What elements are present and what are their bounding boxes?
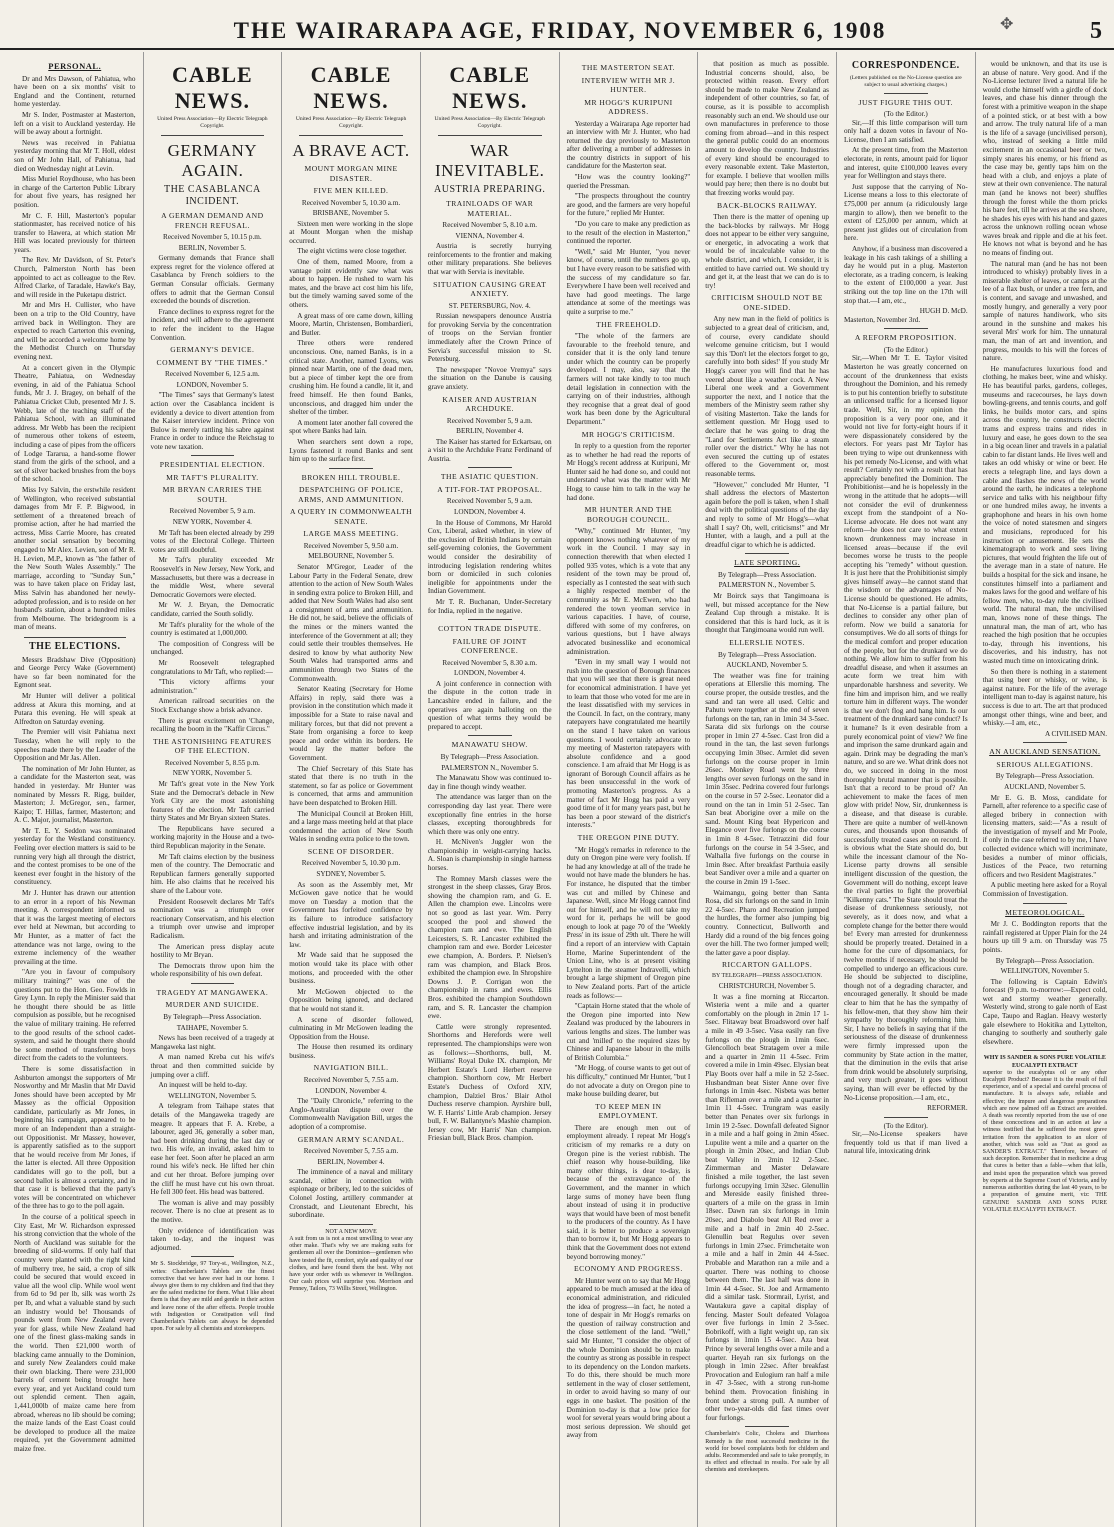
dateline: LONDON, November 4. — [453, 669, 526, 678]
advertisement-tablets: Mr S. Stockbridge, 97 Tory-st., Wellington, N.Z., writes: Chamberlain's Tablets are the finest corrective that we have ever had in our home. I always give them to my children and find that they are the safest medicine for them. What I like about them is that they are mild and gentle in their action and leave none of the after effects. People trouble with Indigestion or Constipation will find Chamberlain's Tablets can always be depended upon. For sale by all chemists and storekeepers. — [150, 1261, 275, 1333]
paragraph: Only evidence of identification was taken to-day, and the inquest was adjourned. — [150, 1226, 275, 1252]
dateline: BERLIN, November 4. — [317, 1157, 385, 1166]
presidential-story — [151, 529, 275, 734]
received-line: Received November 5, 7.55 a.m. — [303, 1075, 399, 1084]
letter-continued — [983, 60, 1107, 728]
byline: By Telegraph—Press Association. — [718, 650, 817, 659]
divider — [1023, 742, 1067, 743]
paragraph: The Manawatu Show was continued to-day in fine though windy weather. — [427, 774, 552, 791]
advertisement-remedy: Chamberlain's Colic, Cholera and Diarrhoea Remedy is the most successful medicine in the world for bowel complaints both for children and adults. Recommended and safe to take promptly, in its effect and effectual in results. For sale by all chemists and storekeepers. — [705, 1431, 829, 1474]
subhead-murder: MURDER AND SUICIDE. — [165, 1000, 260, 1010]
wire-credit: United Press Association—By Electric Telegraph Copyright. — [157, 116, 268, 129]
paragraph: Mr Hunter will deliver a political address at Akura this morning, and at Putara this evening. He will speak at Alfredton on Saturday evening. — [14, 691, 136, 726]
byline: By Telegraph—Press Association. — [440, 752, 539, 761]
elections-items — [14, 656, 136, 1454]
paragraph: France declines to express regret for the incident, and will adhere to the agreement to refer the incident to the Hague Convention. — [150, 307, 275, 342]
letter-signature: A CIVILISED MAN. — [1044, 729, 1108, 738]
paragraph: Senator Keating (Secretary for Home Affairs) in reply, said there was a provision in the constitution which made it impossible for a State to raise naval and military forces, but that did not prevent a State from organising a force to keep peace and order within its borders. He would lay the matter before the Government. — [289, 685, 413, 762]
subhead-criticism: MR HOGG'S CRITICISM. — [581, 429, 676, 439]
dateline: WELLINGTON, November 5. — [1000, 967, 1090, 976]
subhead-query: A QUERY IN COMMONWEALTH SENATE. — [289, 507, 413, 526]
divider — [329, 468, 373, 469]
tragedy-story — [151, 1034, 275, 1090]
subhead-one-sided: CRITICISM SHOULD NOT BE ONE-SIDED. — [711, 293, 823, 312]
wire-credit: United Press Association—By Electric Telegraph Copyright. — [434, 116, 545, 129]
newspaper-title: THE WAIRARAPA AGE, FRIDAY, NOVEMBER 6, 1908 — [233, 18, 887, 43]
received-line: Received November 5, 9 a.m. — [169, 507, 256, 516]
subhead-borough: MR HUNTER AND THE BOROUGH COUNCIL. — [584, 505, 673, 524]
paragraph: Mr E. G. B. Moss, candidate for Parnell, after reference to a specific case of alleged bribery in connection with licensing matters, said:—"As a result of the investigation of myself and Mr Poole, if only in the case referred to by me, I have collected evidence which will incriminate, besides a number of minor officials, Justices of the Peace, two returning officers and two Resident Magistrates." — [982, 793, 1108, 879]
paragraph: Sir,—If this little comparison will turn only half a dozen votes in favour of No-License, then I am satisfied. — [843, 118, 968, 144]
navigation-story: The "Daily Chronicle," referring to the Anglo-Australian dispute over the Commonwealth Navigation Bill, urges the adoption of a compromise. — [289, 1097, 413, 1131]
subhead-austria: AUSTRIA PREPARING. — [434, 184, 546, 195]
dateline: BRISBANE, November 5. — [312, 209, 390, 218]
paragraph: Mr T. R. Buchanan, Under-Secretary for India, replied in the negative. — [427, 598, 552, 615]
subhead-mount-morgan: MOUNT MORGAN MINE DISASTER. — [304, 164, 398, 183]
masthead — [0, 0, 1114, 50]
paragraph: President Roosevelt declares Mr Taft's nomination was a triumph over reactionary Conservatism, and his election a triumph over unwise and improper Radicalism. — [150, 897, 275, 940]
subhead-backblocks: BACK-BLOCKS RAILWAY. — [717, 200, 818, 210]
personal-items — [14, 75, 136, 632]
paragraph: Miss Muriel Roydhouse, who has been in charge of the Carterton Public Library for about five years, has resigned her position. — [14, 175, 136, 209]
paragraph: A great mass of ore came down, killing Moore, Martin, Christensen, Bombardieri, and Butler. — [289, 311, 413, 337]
dateline: VIENNA, November 4. — [455, 231, 525, 240]
divider — [468, 619, 512, 620]
paragraph: Yesterday a Wairarapa Age reporter had an interview with Mr J. Hunter, who had returned the day previously to Masterton after delivering a number of addresses in the country districts in support of his candidature for the Masterton seat. — [566, 119, 691, 171]
subhead-ellerslie: ELLERSLIE NOTES. — [729, 638, 806, 648]
broken-hill-story — [289, 563, 413, 844]
paragraph: "Even in my small way I would not rush into the question of Borough finances that you will see that there is great need for economical administration. I have yet to learn that those who voted for me are in the least dissatisfied with my services in the Council. In fact, on the contrary, many ratepayers have congratulated me heartily on the stand I have taken on various questions. I would certainly advocate to my meeting of Masterton ratepayers with absolute confidence and a good conscience. I am afraid that Mr Hogg is as ignorant of Borough Council affairs as he has been unsuccessful in the work of promoting Masterton's progress. As a matter of fact Mr Hogg has paid a very good time of it for many years past, but he has been a poor steward of the district's interests." — [566, 658, 691, 830]
headline-german-army: GERMAN ARMY SCANDAL. — [297, 1134, 405, 1144]
headline-brave-act: A BRAVE ACT. — [292, 141, 410, 160]
wire-credit: United Press Association—By Electric Telegraph Copyright. — [295, 116, 407, 129]
divider — [24, 637, 126, 638]
divider — [468, 735, 512, 736]
subhead-interview: INTERVIEW WITH MR J. HUNTER. — [581, 75, 676, 94]
received-line: Received November 6, 12.5 a.m. — [165, 370, 260, 379]
dateline: AUCKLAND, November 5. — [726, 661, 808, 670]
received-line: Received November 5, 7.55 a.m. — [303, 1147, 399, 1156]
paragraph: So then there is nothing in a statement that using beer or whisky, or wine, is against nature. For the life of the average intelligent man to-day is against nature, his success is due to art. The art that produced amongst other things, wine and beer, and whisky.—I am, etc., — [982, 667, 1108, 728]
divider — [1023, 903, 1067, 904]
byline: By Telegraph—Press Association. — [718, 570, 817, 579]
dateline: PALMERSTON N., November 5. — [441, 763, 539, 772]
paragraph: The weather was fine for training operations at Ellerslie this morning. The course proper, the outside trestles, and the sand and tan were all used. Celtic and Pahutu were together at the end of seven furlongs on the tan, ran in 1min 34 3-5sec. Sarata did six furlongs on the course proper in 1min 27 4-5sec. Cast Iron did a round in the tan, the last seven furlongs occupying 1min 30sec. Armlet did seven furlongs on the course proper in 1min 26sec. Monkey Road went by three lengths over seven furlongs on the sand in 1min 35sec. Pedrina covered four furlongs on the course in 57 2-5sec. Leonator did a round on the tan in 1min 51 2-5sec. Tan San beat Aborigine over a mile on the sand. Mount King beat Hypericon and Elegance over five furlongs on the course in 1min 8 4-5sec. Tetrazzini did four furlongs on the course in 54 3-5sec, and Walhalla five furlongs on the course in 1min 8sec. After breakfast Parthuia easily beat Sandiver over a mile and a quarter on the course in 2min 19 1-5sec. — [705, 671, 829, 886]
paragraph: The Premier will visit Pahiatua next Tuesday, when he will reply to the speeches made there by the Leader of the Opposition and Mr Jas. Allen. — [14, 728, 136, 763]
headline-meteorological: METEOROLOGICAL. — [1005, 907, 1085, 917]
advertisement-heading: NOT A NEW MOVE — [325, 1228, 377, 1235]
paragraph: Mr and Mrs H. Cullister, who have been on a trip to the Old Country, have arrived back in Wellington. They are expected to reach Carterton this evening, and will be accorded a welcome home by the Methodist Church on Thursday evening next. — [14, 301, 136, 361]
brave-story — [289, 220, 413, 464]
paragraph: A scene of disorder followed, culminating in Mr McGowen leading the Opposition from the House. — [289, 1015, 413, 1041]
received-line: Received November 5, 8.30 a.m. — [442, 658, 538, 667]
paragraph: Sixteen men were working in the slope at Mount Morgan when the mishap occurred. — [289, 219, 413, 245]
subhead-failure: FAILURE OF JOINT CONFERENCE. — [452, 636, 527, 656]
dateline: PALMERSTON N., November 5. — [718, 581, 816, 590]
paragraph: The Municipal Council at Broken Hill, and a large mass meeting held at that place condemned the action of New South Wales in sending extra police to the town. — [289, 809, 413, 844]
paragraph: At a concert given in the Olympic Theatre, Pahiatua, on Wednesday evening, in aid of the Pahiatua School funds, Mr J. J. Bragey, on behalf of the Pahiatua Cricket Club, presented Mr J. S. Webb, late of the teaching staff of the Pahiatua School, with an illuminated address. Mr Webb has been the recipient of numerous other tokens of esteem, including a case of pipes from the officers of Lodge Tararua, a hand-some flower stand from the girls of the school, and a set of silver backed brushes from the boys of the school. — [14, 363, 136, 484]
byline: By Telegraph—Press Association. — [995, 956, 1094, 965]
divider — [299, 135, 403, 136]
byline: BY TELEGRAPH—PRESS ASSOCIATION. — [712, 972, 823, 979]
paragraph: Mr Taft's plurality exceeded Mr Roosevelt's in New Jersey, New York, and Massachusetts, but there was a decrease in the middle West, where several Democratic Governors were elected. — [150, 556, 275, 599]
headline-masterton-seat: THE MASTERTON SEAT. — [581, 63, 676, 72]
paragraph: A moment later another fall covered the spot where Banks had lain. — [289, 418, 413, 436]
subhead-meeting: LARGE MASS MEETING. — [303, 529, 399, 539]
comment-story: "The Times" says that Germany's latest action over the Casablanca incident is evidently a device to divert attention from the Kaiser interview incident. Prince von Bulow is merely rattling his sabre against France in order to induce the Reichstag to vote new taxation. — [150, 391, 275, 451]
one-sided-story — [705, 315, 829, 549]
correspondence-note: (Letters published on the No-License question are subject to usual advertising charges.) — [849, 74, 962, 88]
received-line: Received November 5, 10.30 p.m. — [301, 859, 401, 868]
reform-letter — [844, 354, 968, 1102]
paragraph: "Captain Horne stated that the whole of the Oregon pine imported into New Zealand was produced by the labourers in various lengths and sizes. The lumber was cut and 'milled' to the required sizes by Chinese and Japanese labour in the mills of British Columbia." — [566, 1002, 691, 1062]
paragraph: would be unknown, and that its use is an abuse of nature. Very good. And if the No-License lecturer lived a natural life he would clothe himself with a girdle of dock leaves, and chase his dinner through the forest with a primitive weapon in the shape of a pointed stick, or at best with a bow and arrow. The truly natural life of a man is the life of a savage (uncivilised person), who, instead of seeking a little mild excitement in an occasional beer or two, simply snares his enemy, or his friend as the case may be, gently taps him on the head with a club, and enjoys a plate of stew at their own convenience. The natural man (and he knows not beer) shuffles through the forest while the thorn pricks his bare feet, till he arrives at the sea shore, he shades his eyes with his hand and gazes across the unknown rolling ocean whose waves break and ripple and die at his feet. He knows not what is beyond and he has no means of finding out. — [982, 60, 1108, 258]
received-line: Received November 5, 10.30 a.m. — [301, 198, 401, 207]
riccarton-story: It was a fine morning at Riccarton. Wisteria went a mile and a quarter comfortably on the plough in 2min 17 1-5sec. Flitaway beat Broadsword over half a mile in 49 3-5sec. Vasa easily ran five furlongs on the plough in 1min 6sec. Glencolloch beat Stratagem over a mile and a quarter in 2min 11 4-5sec. Frim covered a mile in 1min 49sec. Elysian beat Play Boots over half a mile in 52 2-5sec. Husbandman beat Sister Anne over five furlongs in 1min 4sec. Nisbeta was better than Rifleman over a mile and a quarter in 1min 11 4-5sec. Trungram was easily better than Penates over six furlongs in 1min 19 2-5sec. Downfall defeated Signor in a mile and a half going in 2min 45sec. Lupulite went a mile and a quarter on the plough in 2min 20sec, and Indian Club beat Valley in 2min 12 2-5sec. Zimmerman and Master Delaware finished a mile together, the last seven furlongs occupying 1min 32sec. Glenullin and Mereside easily finished three-quarters of a mile on the grass in 1min 18sec. Dawn ran six furlongs in 1min 20sec, and Diabolo beat All Red over a mile and a half in 2min 40 2-5sec. Glenullin beat Regulus over seven furlongs in 1min 27sec. Frimchetaite won a mile and a half in 2min 44 4-5sec. Probable and Marathon ran a mile and a quarter. There was nothing to choose between them. The last half was done in 1min 44 4-5sec. St. Joe and Armamento did a similar task. Stormrail, Lyrist, and Wautakura gave a capital display of fencing. Master Soult defeated Volagoa over five furlongs in 1min 2 3-5sec. Bobrikoff, with a light weight up, ran six furlongs in 1min 15 4-5sec. Aza beat Prince by several lengths over a mile and a quarter. Heyah ran six furlongs on the plough in 1min 22sec. After breakfast Provocation and Eulogium ran half a mile in 47 3-5sec, with a strong run-home behind them. Provocation finishing in front under a strong pull. A number of other two-year-olds did fast times over four furlongs. — [705, 992, 829, 1422]
dateline: LONDON, November 4. — [453, 508, 526, 517]
paragraph: "Do you care to make any prediction as to the result of the election in Masterton," continued the reporter. — [566, 220, 691, 246]
received-line: Received November 5, 10.15 p.m. — [163, 233, 262, 241]
paragraph: News has been received of a tragedy at Mangaweka last night. — [150, 1034, 275, 1051]
column-4 — [421, 52, 560, 1527]
paragraph: Mr Taft claims election by the business men of the country. The Democratic and Republican farmers generally supported him. He also claims that he received his share of the Labour vote. — [150, 852, 275, 896]
paragraph: The Democrats throw upon him the whole responsibility of his own defeat. — [150, 961, 275, 979]
paragraph: A man named Kreba cut his wife's throat and then committed suicide by jumping over a cliff. — [150, 1053, 275, 1079]
divider — [884, 93, 928, 94]
to-the-editor: (To the Editor). — [883, 1121, 928, 1130]
paragraph: Cattle were strongly represented. Shorthorns and Herefords were well represented. The championships were won as follows:—Shorthorns, bull, M. Williams' Royal Duke IX. champion, Mr Herbert Estate's Lord Herbert reserve champion. Shorthorn cow, Mr Herbert Estate's Duchess of Oxford XIV, champion, Dalziel Bros.' Blair Athol Duchess reserve champion. Ayrshire bull, W. F. Harris' Little Arab champion. Jersey bull, F. W. Ballantyne's Mashie champion. Jersey cow, Mr Harris' Nan champion. Friesian bull, Black Bros. champion. — [427, 1022, 552, 1143]
situation-story — [428, 312, 552, 391]
paragraph: Dr and Mrs Dawson, of Pahiatua, who have been on a six months' visit to England and the Continent, returned home yesterday. — [14, 74, 136, 109]
paragraph: Mr Taft's plurality for the whole of the country is estimated at 1,000,000. — [150, 620, 275, 638]
paragraph: He manufactures luxurious food and clothing, he makes beer, wine and whisky. He has beautiful parks, gardens, colleges, museums and racecourses, he lays down bowling-greens, and tennis courts, and golf links, he builds motor cars, and spins across the country, he constructs electric trams and express trains and rides in luxury and ease, he goes down to the sea in a big ocean liner and travels in a palatial cabin to far distant lands. He lives well and takes an odd whisky or wine or beer. He erects a telegraph line, and lays down a cable and flashes the news of the world around the earth, he indicates a telephone service and talks with his neighbour fifty or one hundred miles away, he invents a graphophone and hears in his own home the voice of noted statesmen and singers and musicians, reproduced for his instruction or amusement. He sets the kinematograph to work and sees living pictures, that would frighten the life out of the average man in a state of nature. He builds a hospital for the sick and insane, he constitutes himself into a parliament and makes laws for the good and welfare of his fellow men, who, to-day rule the civilised world. The natural man, the uncivilised man, knows none of these things. The unnatural man, the man of art, who has reached the high position that he occupies to-day, through his inventions, his discoveries, and his industry, has not wasted much time on intoxicating drink. — [982, 364, 1108, 665]
meteor-story — [983, 920, 1107, 954]
sensation-story — [983, 794, 1107, 899]
war-story — [428, 242, 552, 276]
dateline: NEW YORK, November 4. — [172, 518, 252, 527]
subhead-situation: SITUATION CAUSING GREAT ANXIETY. — [433, 279, 547, 299]
column-2 — [144, 52, 283, 1527]
manawatu-story — [428, 774, 552, 1143]
tragedy-story-2 — [151, 1102, 275, 1252]
paragraph: News was received in Pahiatua yesterday morning that Mr T. Holl, eldest son of Mr John Hall, of Pahiatua, had died on Wednesday night at Levin. — [14, 138, 136, 173]
paragraph: "However," concluded Mr Hunter, "I shall address the electors of Masterton again before the poll is taken, when I shall deal with the political questions of the day and reply to some of Mr Hogg's—what shall I say? Oh, well, criticisms!" and Mr Hunter, with a laugh, and a pull at the dreadful cigar to which he is addicted. — [705, 480, 829, 549]
headline-tragedy: TRAGEDY AT MANGAWEKA. — [156, 987, 269, 997]
to-the-editor: (To the Editor.) — [883, 345, 928, 354]
headline-reform: A REFORM PROPOSITION. — [854, 333, 957, 343]
paragraph: The composition of Congress will be unchanged. — [150, 639, 275, 657]
paragraph: The newspaper "Novoe Vremya" says the situation on the Danube is causing grave anxiety. — [427, 365, 552, 391]
paragraph: Austria is secretly hurrying reinforcements to the frontier and making other military preparations. She believes that war with Servia is inevitable. — [427, 242, 552, 276]
page-number: 5 — [1090, 18, 1102, 44]
received-line: Received November 5, 9.50 a.m. — [303, 541, 399, 550]
forecast-story: The following is Captain Edwin's forecast (9 p.m. to-morrow:—Expect cold, wet and stormy weather generally. Westerly wind, strong to gale north of East Cape, Taupo and Raglan. Heavy westerly gale elsewhere to Hokitika and Lyttelton, changing to southerly and southerly gale elsewhere. — [982, 977, 1108, 1046]
advertisement-heading: WHY IS SANDER & SONS PURE VOLATILE EUCALYPTI EXTRACT — [983, 1055, 1106, 1069]
paragraph: "This victory affirms your administration." — [150, 678, 275, 695]
received-line: Received November 5, 9 a.m. — [446, 416, 533, 425]
paragraph: Three others were rendered unconscious. One, named Banks, is in a critical state. Another, named Lyons, was pinned near Martin, one of the dead men, but a piece of timber kept the ore from crushing him. He found a candle, lit it, and freed himself. He then found Banks, unconscious, and dragged him under the shelter of the timber. — [289, 339, 413, 417]
paragraph: The Romney Marsh classes were the strongest in the sheep classes, Gray Bros. showing the champion ram, and G. E. Allen the champion ewe. Lincolns were not so good as last year. Wm. Perry scooped the pool and showed the champion ram and ewe. The English Leicesters, S. R. Lancaster exhibited the champion ram and ewe. Border Leicester ewe champion, A. Borders. P. Nielsen's ram was champion, and Black Bros. exhibited the champion ewe. In Shropshire Downs J. P. Corrigan won the championship in rams and ewes. Ellis Bros. exhibited the champion Southdown ram, and S. R. Lancaster the champion ewe. — [427, 874, 552, 1021]
paragraph: "Are you in favour of compulsory military training?" was one of the questions put to the Hon. Geo. Fowlds in Grey Lynn. In reply the Minister said that he thought there should be as little compulsion as possible, but he recognised the value of military training. He referred to the good results of the school cadet-system, and said he thought there should be some method of transferring boys direct from the cadets to the volunteers. — [14, 968, 136, 1063]
letter-signature: REFORMER. — [927, 1104, 968, 1113]
received-line: Received November 5, 9 a.m. — [446, 497, 533, 506]
paragraph: Mr S. Inder, Postmaster at Masterton, left on a visit to Auckland yesterday. He will be away about a fortnight. — [14, 110, 136, 137]
paragraph: "How was the country looking?" queried the Pressman. — [566, 173, 691, 190]
dateline: BERLIN, November 5. — [178, 243, 246, 252]
column-7 — [837, 52, 976, 1527]
borough-story — [567, 527, 691, 830]
subhead-trainloads: TRAINLOADS OF WAR MATERIAL. — [446, 199, 534, 218]
paragraph: When searchers sent down a rope, Lyons fastened it round Banks and sent him up to the surface first. — [289, 437, 413, 464]
dateline: LONDON, November 4. — [315, 1086, 387, 1095]
economy-story — [567, 1277, 691, 1440]
paragraph: Germany demands that France shall express regret for the violence offered at Casablanca by French soldiers to the German Consular officials. Germany offers to admit that the German Consul exceeded the bounds of discretion. — [150, 254, 275, 306]
advertisement-tailors: A suit from us is not a most unwilling to wear any other make. That's why we are making suits for gentlemen all over the Dominion—gentlemen who have tested the fit, comfort, style and quality of our clothes, and have found them the best. Why not have your order with us whenever in Wellington. Our cash prices will surprise you. Morrison and Penney, Tailors, 73 Willis Street, Wellington. — [289, 1235, 413, 1293]
freehold-story — [567, 332, 691, 427]
divider — [745, 553, 789, 554]
paragraph: The eight victims were close together. — [297, 247, 407, 256]
cable-news-banner: CABLE NEWS. — [310, 62, 392, 113]
dateline: WELLINGTON, November 5. — [168, 1091, 257, 1100]
paragraph: An inquest will be held to-day. — [158, 1081, 248, 1090]
paragraph: Russian newspapers denounce Austria for provoking Servia by the concentration of troops on the Servian frontier immediately after the Crown Prince of Servia's successful mission to St. Petersburg. — [427, 312, 552, 364]
divider — [884, 328, 928, 329]
criticism-story: In reply to a question from the reporter as to whether he had read the reports of Mr Hogg's recent address at Kuripuni, Mr Hunter said he had done so, and could not understand what was the matter with Mr Hogg to cause him to talk in the way he had done. — [566, 442, 691, 502]
subhead-economy: ECONOMY AND PROGRESS. — [574, 1264, 683, 1274]
subhead-riccarton: RICCARTON GALLOPS. — [721, 960, 813, 970]
paragraph: The Rev. Mr Davidson, of St. Peter's Church, Palmerston North has been appointed to act as colleague to the Rev. Alfred Clarke, of Taradale, Hawke's Bay, and will reside in the Puketapu district. — [14, 256, 136, 299]
byline: By Telegraph—Press Association. — [163, 1012, 262, 1021]
paragraph: Mr Wade said that he supposed the motion would take its place with other motions, and proceeded with the other business. — [289, 951, 413, 986]
section-heading-elections: THE ELECTIONS. — [29, 641, 121, 652]
paragraph: "Mr Hogg, of course wants to get out of his difficulty," continued Mr Hunter, "but I do not advocate a duty on Oregon pine to make house building dearer, but — [566, 1064, 691, 1099]
paragraph: Mr W. J. Bryan, the Democratic candidate, carried the South solidly. — [150, 601, 275, 618]
paragraph: In the House of Commons, Mr Harold Cox, Liberal, asked whether, in view of the exclusion of British Indians by certain self-governing colonies, the Government would consider the desirability of introducing legislation rendering whites born or domiciled in such colonies ineligible for appointments under the Indian Government. — [427, 518, 552, 596]
subhead-casablanca: THE CASABLANCA INCIDENT. — [163, 184, 261, 207]
paragraph: American railroad securities on the Stock Exchange show a brisk advance. — [150, 697, 275, 714]
divider — [745, 1426, 789, 1427]
headline-asiatic: THE ASIATIC QUESTION. — [440, 472, 539, 482]
dateline: AUCKLAND, November 5. — [1004, 782, 1086, 791]
paragraph: The House then resumed its ordinary business. — [289, 1043, 413, 1060]
paragraph: Messrs Bradshaw Dive (Opposition) and George Percy Wake (Government) have so far been nominated for the Egmont seat. — [14, 655, 136, 690]
ellerslie-story — [705, 672, 829, 958]
paragraph: The nomination of Mr John Hunter, as a candidate for the Masterton seat, was handed in yesterday. Mr Hunter was nominated by Messrs R. Rigg, builder, Masterton; J. McGregor, sen., farmer, Kaipo; T. Hillas, farmer, Masterton; and A. C. Major, journalist, Masterton. — [14, 764, 136, 825]
paragraph: A telegram from Taihape states that details of the Mangaweka tragedy are meagre. It appears that F. A. Krebe, a labourer, aged 36, generally a sober man, had been drinking during the last day or two. His wife, an invalid, asked him to ease her feet. Soon after he placed an arm round his wife's neck. He lifted her chin and cut her throat. Before jumping over the cliff he must have cut his own throat. He fell 300 feet. His head was battered. — [150, 1102, 275, 1197]
advertisement-eucalypti: superior to the eucalyptus oil or any other Eucalypti Product? Because it is the result of full experience, and of a special and careful process of manufacture. It is always safe, reliable and effective; the impure and dangerous preparations which are now palmed off as Extract are avoided. A death was recently reported from the use of one of these concoctions and in an action at law a witness testified that he suffered the most grave irritation from the application to an ulcer of another, which was sold as "Just as good as SANDER'S EXTRACT." Therefore, beware of such deception. Remember that in medicine a drug that cures is better than a fable—when that kills, and insist upon the preparation which was proved by experts at the Supreme Court of Victoria, and by numerous authorities during the last 40 years, to be a preparation of genuine merit, viz: THE GENUINE SANDER AND SONS PURE VOLATILE EUCALYPTI EXTRACT. — [982, 1069, 1108, 1213]
scene-story — [289, 881, 413, 1061]
headline-presidential: PRESIDENTIAL ELECTION. — [159, 460, 265, 470]
paragraph: Mr J. C. Boddington reports that the rainfall registered at Upper Plain for the 24 hours up till 9 a.m. on Thursday was 75 points. — [982, 920, 1108, 954]
paragraph: The natural man (and he has not been introduced to whisky) probably lives in a miserable shelter of leaves, or camps at the lee of a flax bush, or under a tree fern, and is content, and savage and unwashed, and mostly hungry, and generally a very poor sample of natures handiwork, who sits around in the sunshine and makes his several Mrs' work for him. The unnatural man, the man of art and invention, and progress, moulds to his will the forces of nature. — [982, 259, 1108, 363]
paragraph: Mr T. E. Y. Seddon was nominated yesterday for the Westland constituency. Feeling over election matters is said to be running very high all through the district, and the contest promises to be one of the keenest ever fought in the history of the constituency. — [14, 826, 136, 887]
employment-story — [567, 1124, 691, 1262]
pine-story — [567, 846, 691, 1099]
asiatic-story — [428, 519, 552, 616]
backblocks-story: Then there is the matter of opening up the back-blocks by railways. Mr Hogg does not appear to be either very sanguine, or energetic, in advocating a work that would be of incalculable value to the whole district, and which, I consider, it is entitled to have carried out. We should try and get it, at the least that we can do is to try! — [705, 213, 829, 290]
paragraph: "Well," said Mr Hunter, "you never know, of course, until the numbers go up, but I have every reason to be satisfied with the success of my candidature so far. Everywhere I have been well received and have had good meetings. The large attendance at some of the meetings was quite a surprise to me." — [566, 247, 691, 316]
subhead-comment: COMMENT BY "THE TIMES." — [156, 357, 269, 367]
paragraph: Waimangu, going better than Santa Rosa, did six furlongs on the sand in 1min 22 4-5sec. Pharo and Recreation jumped the hurdles, the former also jumping big country. Connecticut, Bullworth and Hardy did a round of the big fences going over the hill. The two former jumped well; the latter gave a poor display. — [705, 888, 829, 957]
headline-manawatu: MANAWATU SHOW. — [451, 740, 528, 750]
second-letter-start: Sir,—No-License speakers have frequently told us that if man lived a natural life, intoxicating drink — [843, 1130, 968, 1156]
subhead-bryan: MR BRYAN CARRIES THE SOUTH. — [162, 485, 263, 504]
paragraph: Sir,—When Mr T. E. Taylor visited Masterton he was greatly concerned on account of the drunkenness that exists throughout the Dominion, and his remedy is to put his contention briefly to substitute an unlicensed traffic for a licensed liquor trade. Well, Sir, in my opinion the proposition is a very poor one, and it would not live for forty-eight hours if it were dispassionately considered by the electors. For years past Mr Taylor has been trying to wipe out drunkenness with his pet remedy No-License, and with what result? Certainly not with a result that has appreciably benefited the Dominion. The Prohibitionist—and he is hopelessly in the wrong in the attitude that he adopts—will not consider the evil of drunkenness except from the standpoint of a No-License advocate. He does not want any reform—he does not care to what extent known drunkenness may increase in licensed areas—because if the evil becomes worse he trusts to the people accepting his "remedy" without question. It is just here that the Prohibitionist simply gives himself away—he cannot stand that the wisdom or the advantages of No-License should be questioned. He admits, that No-License is a partial failure, but declines to consider any other plan of reform. Now we build a sanatoria for consumptives. We do all sorts of things for the medical comfort and proper education of the people, but for the drunkard we do nothing. We allow him to suffer from his dreadful disease, and when it assumes an acute form we treat him with unpardonable harshness and severity. We fine him and imprison him, and we really torture him in different ways. The wonder is that we don't flog and hang him. Is our treatment of the drunkard sane conduct? Is it humane? Is it even desirable from a purely economical point of view? We fine and imprison the same drunkard again and again. Drink may be degrading the man's nature, and so are we. What drink does not do, we succeed in doing in the most thoroughly brutal manner that is possible. Isn't that a record to be proud of? An achievement to make the faces of men glow with pride! Now, Sir, drunkenness is a disease, and that disease is curable. There are quite a number of well-known cures, and thousands upon thousands of successfully treated cases are on record. It is obvious what the State should do, but while the incessant clamour of the No-License party drowns all sensible intelligent discussion of the question, the Government will do nothing, except leave the rival parties to fight the proverbial "Kilkenny cats." The State should treat the disease of drunkenness seriously, not severely, as it does now, and what a complete change for the better there would be! Every man arrested for drunkenness should be properly treated. Detained in a home for the cure of dipsomaniacs, for twelve months if necessary, he should be compelled to undergo an efficacious cure. He should be subjected to discipline, though not of a degrading character, and encouraged generally. It should be made clear to him that he has the sympathy of his fellow-men, that they show him their sympathy by thoroughly reforming him. Sir, I have no beliefs in saying that if the seriousness of the disease of drunkenness were firmly impressed upon the community by State action in the matter, that the diminution in the evils that arise from drink would be absolutely surprising, and very much greater, it goes without saying, than will ever be effected by the No-License proposition.—I am, etc., — [843, 354, 968, 1102]
cable-news-banner: CABLE NEWS. — [449, 62, 531, 113]
letter-date: Masterton, November 3rd. — [843, 315, 921, 324]
dateline: CHRISTCHURCH, November 5. — [718, 982, 816, 991]
subhead-despatch: DESPATCHING OF POLICE, ARMS, AND AMMUNITION. — [298, 485, 404, 504]
headline-broken-hill: BROKEN HILL TROUBLE. — [301, 472, 401, 482]
divider — [329, 1224, 373, 1225]
paragraph: Any new man in the field of politics is subjected to a great deal of criticism, and, of course, every candidate should welcome genuine criticism, but I would say this 'Don't let the electors forget to go, carefully into both sides!' If you study Mr Hogg's career you will find that he has veered about like a weather cock. A New Liberal one week and a Government supporter the next, and I notice that the members of the Ministry seem rather shy of visiting Masterton. Take the lands for settlement question. Mr Hogg used to declare that he was going to drag the "Land for Settlements Act like a steam roller over the district." Why he has not even secured the cutting up of estates offered to the Government or, most reasonable terms. — [705, 315, 829, 479]
cable-news-banner: CABLE NEWS. — [171, 62, 253, 113]
divider — [161, 135, 265, 136]
divider — [884, 1117, 928, 1118]
column-1 — [0, 52, 144, 1527]
dateline: ST. PETERSBURG, Nov. 4. — [448, 301, 531, 310]
figure-letter — [844, 119, 968, 305]
paragraph: H. McNiven's Juggler won the championship in weight-carrying hacks. A. Sloan is championship in single harness horses. — [427, 838, 552, 873]
headline-cotton: COTTON TRADE DISPUTE. — [438, 624, 542, 634]
paragraph: As soon as the Assembly met, Mr McGowen gave notice that he would move on Tuesday a motion that the Government has forfeited confidence by its failure to introduce satisfactory effective industrial legislation, and by its harsh and irritating administration of the law. — [289, 880, 413, 949]
received-line: Received November 5, 8.55 p.m. — [164, 758, 260, 767]
subhead-allegations: SERIOUS ALLEGATIONS. — [996, 759, 1094, 769]
subhead-employment: TO KEEP MEN IN EMPLOYMENT. — [595, 1101, 662, 1121]
dateline: NEW YORK, November 5. — [172, 769, 252, 778]
letter-signature: HUGH D. McD. — [919, 307, 968, 316]
paragraph: The Chief Secretary of this State has stated that there is no truth in the statement, so far as police or Government is concerned, that arms and ammunition have been despatched to Broken Hill. — [289, 764, 413, 807]
paragraph: Mr Roosevelt telegraphed congratulations to Mr Taft, who replied:— — [150, 658, 275, 676]
cotton-story: A joint conference in connection with the dispute in the cotton trade in Lancashire ended in failure, and the operatives are again balloting on the question of what terms they would be prepared to accept. — [427, 679, 552, 731]
dateline: TAIHAPE, November 5. — [176, 1023, 248, 1032]
hunter-continued — [705, 60, 829, 198]
paragraph: "The whole of the farmers are favourable to the freehold tenure, and consider that it is the only land tenure under which the country can be properly developed. I may, also, say that the farmers will not take kindly to too much detail legislation in connection with the carrying on of their industries, although they recognise that a great deal of good work has been done by the Agricultural Department." — [566, 332, 691, 426]
kaiser-story: The Kaiser has started for Eckartsau, on a visit to the Archduke Franz Ferdinand of Austria. — [427, 437, 552, 463]
paragraph: Mr McGowen objected to the Opposition being ignored, and declared that he would not stand it. — [289, 987, 413, 1013]
paragraph: Mr C. F. Hill, Masterton's popular stationmaster, has received notice of his transfer to Hawera, at which station Mr Hill was located previously for thirteen years. — [14, 211, 136, 254]
subhead-five-killed: FIVE MEN KILLED. — [313, 186, 389, 195]
subhead-titfortat: A TIT-FOR-TAT PROPOSAL. — [437, 484, 543, 494]
headline-war: WAR INEVITABLE. — [435, 141, 545, 180]
paragraph: In the course of a political speech in City East, Mr W. Richardson expressed his strong conviction that the whole of the North of Auckland was suitable for the breeding of sild-worms. If only half that country were planted with the right kind of mulberry tree, he said, a crop of silk could be secured that would exceed in value all the wool clip. While wool went from 6d to 9d per lb, silk was worth 2s per lb, and what a valuable stand by such an industry would be! Thousands of pounds went from New Zealand every year for glass, while New Zealand had one of the finest glass-making sands in the world. Then £21,000 worth of blacking came annually to the Dominion, and surely New Zealanders could make their own blacking. There were 231,000 barrels of cement being brought here every year, and yet Auckland could turn out splendid cement. Then again, 1,441,000lb of maize came here from abroad, whereas no lib should be coming; the maize lands of the East Coast could be developed to produce all the maize required, yet the Government admitted maize free. — [14, 1213, 136, 1454]
subhead-freehold: THE FREEHOLD. — [596, 319, 661, 329]
headline-figure-this: JUST FIGURE THIS OUT. — [858, 97, 954, 107]
subhead-astonishing: THE ASTONISHING FEATURES OF THE ELECTION. — [153, 736, 272, 756]
paragraph: Mr Hunter went on to say that Mr Hogg appeared to be much amused at the idea of economical administration, and ridiculed the idea of progress—in fact, he noted a tone of despair in Mr Hogg's remarks on the question of railway construction and the close settlement of the land. "Well," said Mr Hunter, "I consider the object of the whole Dominion should be to make the country as strong as possible in respect to its dependency on the London markets. To do this, there should be much more settlement in the way of closer settlement, in order to avoid having so many of our eggs in one basket. The position of the Dominion to-day is that a low price for wool for several years would bring about a most serious depression. We should get away from — [566, 1276, 691, 1440]
paragraph: There is great excitement on 'Change, recalling the boom in the "Kaffir Circus." — [150, 716, 275, 734]
paragraph: "The prospects throughout the country are good, and the farmers are very hopeful for the future," replied Mr Hunter. — [566, 192, 691, 218]
germany-story — [151, 254, 275, 342]
paragraph: There is some dissatisfaction in Ashburton amongst the supporters of Mr Nosworthy and Mr Maslin that Mr David Jones should have been accepted by Mr Massey as the official Opposition candidate, particularly as Mr Jones, in beginning his campaign, appeared to be more of an Independent than a straight-out Oppositionist. Mr Massey, however, is apparently satisfied as to the support that he would receive from Mr Jones, if the latter is elected. All three Opposition candidates will go to the poll, but a second ballot is almost a certainty, and in that case it is believed that the party's votes will be concentrated on whichever of the three has to go to the poll again. — [14, 1064, 136, 1211]
subhead-device: GERMANY'S DEVICE. — [170, 345, 255, 355]
subhead-kaiser: KAISER AND AUSTRIAN ARCHDUKE. — [442, 394, 538, 413]
paragraph: The woman is alive and may possibly recover. There is no clue at present as to the motive. — [150, 1198, 275, 1225]
headline-germany: GERMANY AGAIN. — [167, 141, 258, 180]
paragraph: "Mr Hogg's remarks in reference to the duty on Oregon pine were very foolish. If he had any knowledge at all of the trade he would not have made the blunders he has. For instance, he disputed that the timber was cut and milled by Chinese and Japanese. Well, since Mr Hogg cannot find out for himself, and he will not take my word for it, perhaps he will be good enough to look at page 70 of the 'Weekly Press' in its issue of 29th ult. There he will find a report of an interview with Captain Horne, Marine Superintendent of the Union Line, who is at present visiting Lyttelton in the steamer Indravelli, which brought a large shipment of Oregon pine to New Zealand ports. Part of the article reads as follows:— — [566, 845, 691, 1000]
byline: By Telegraph—Press Association. — [995, 772, 1094, 781]
paragraph: A public meeting here asked for a Royal Commission of Investigation. — [982, 881, 1108, 899]
paragraph: "Why," continued Mr Hunter, "my opponent knows nothing whatever of my work in the Council. I may say in connection therewith that when elected I polled 935 votes, which is a vote that any resident of the town may be proud of, especially as I contested the seat with such a highly respected member of the community as Mr E. McEwen, who had rendered the town yeoman service in various capacities. I have, of course, differed with some of my confreres, on various questions, but I have always advocated businesslike and economical administration. — [566, 527, 691, 656]
received-line: Received November 5, 8.10 a.m. — [442, 221, 538, 229]
dateline: SYDNEY, November 5. — [316, 870, 386, 878]
paragraph: that position as much as possible. Industrial concerns should, also, be protected within reason. Every effort should be made to make New Zealand as independent of other countries, so far, of course, as it is possible to accomplish reasonably such an end. We should use our own manufactures in preference to those coming from abroad—and in this respect the general public could do an enormous amount to develop the country. Industries of every kind should be encouraged to every reasonable extent. Take Masterton, for example. I believe that woollen mills would pay here; then there is no doubt but that freezing works would pay. — [705, 60, 829, 197]
paragraph: At the present time, from the Masterton electorate, in rents, amount paid for liquor and interest, quite £100,000 leaves every year for Wellington and stays there. — [843, 146, 968, 181]
astonishing-story — [151, 780, 275, 979]
paragraph: Just suppose that the carrying of No-License means a loss to this electorate of £75,000 per annum (a ridiculously large margin to allow), then we benefit to the extent of £25,000 per annum, which at present just glides out of circulation from here. — [843, 182, 968, 243]
divider — [191, 455, 235, 456]
column-6 — [698, 52, 837, 1527]
headline-auckland-sensation: AN AUCKLAND SENSATION. — [989, 747, 1101, 757]
headline-sporting: LATE SPORTING. — [734, 558, 801, 568]
dateline: BERLIN, November 4. — [456, 427, 524, 436]
headline-navigation: NAVIGATION BILL. — [313, 1063, 389, 1073]
divider — [191, 1256, 235, 1257]
crest-ornament-icon: ✥ — [1000, 16, 1014, 33]
divider — [1023, 1050, 1067, 1051]
headline-scene: SCENE OF DISORDER. — [307, 846, 395, 856]
divider — [468, 467, 512, 468]
sporting-story: Mr Boirck says that Tangimoana is well, but missed acceptance for the New Zealand Cup through a mistake. It is considered that this is hard luck, as it is thought that Tangimoana would run well. — [705, 592, 829, 635]
column-5 — [560, 52, 699, 1527]
to-the-editor: (To the Editor.) — [883, 110, 928, 119]
paragraph: Mr Taft has been elected already by 299 votes of the Electoral College. Thirteen votes are still doubtful. — [150, 528, 275, 554]
dateline: MELBOURNE, November 5. — [308, 552, 394, 561]
section-heading-correspondence: CORRESPONDENCE. — [851, 60, 960, 71]
paragraph: The attendance was larger than on the corresponding day last year. There were exceptionally fine entries in the horse classes, excepting thoroughbreds for which there was only one entry. — [427, 793, 552, 836]
paragraph: The Republicans have secured a working majority in the House and a two-third Republican majority in the Senate. — [150, 824, 275, 851]
paragraph: The American press display acute hostility to Mr Bryan. — [150, 942, 275, 960]
paragraph: There are enough men out of employment already. I repeat Mr Hogg's criticism of my remarks re a duty on Oregon pine is the veriest rubbish. The chief reason why house-building, like many other things, is dear to-day, is because of the extravagance of the Government, and the manner in which large sums of money have been flung about instead of using it in productive ways that would have been of most benefit to the producers of the country. As I have said, it is better to produce a sovereign than to borrow it, but Mr Hogg appears to think that the Government does not extend beyond borrowing money." — [566, 1123, 691, 1261]
german-story: The imminence of a naval and military scandal, either in connection with espionage or bribery, led to the suicides of Colonel Josting, artillery commander at Cronstadt, and Lieutenant Ebrecht, his subordinate. — [289, 1168, 413, 1220]
seat-story — [567, 120, 691, 317]
paragraph: Miss Ivy Salvin, the erstwhile resident of Wellington, who received substantial damages from Mr F. P. Bigwood, in settlement of a threatened breach of promise action, after he had married the actress, Miss Carrie Moore, has created another social sensation by becoming engaged to Mr Alex. Levien, son of Mr R. H. Levien, M.P., known as "the father of the New South Wales Assembly." The marriage, according to "Sunday Sun," was to have taken place on Friday last, Miss Salvin has abandoned her newly-adopted profession, and is to reside on her husband's station, about a hundred miles from Melbourne. The bridegroom is a man of means. — [14, 485, 136, 632]
section-heading-personal: PERSONAL. — [48, 61, 102, 71]
column-8 — [976, 52, 1114, 1527]
paragraph: Mr Taft's great vote in the New York State and the Democrat's debacle in New York City are the most astonishing features of the election. Mr Taft carried thirty States and Mr Bryan sixteen States. — [150, 779, 275, 823]
paragraph: One of them, named Moore, from a vantage point evidently saw what was about to happen. He rushed to warn his mates, and the brave act cost him his life, but the timely warning saved some of the others. — [289, 258, 413, 310]
paragraph: Anyhow, if a business man discovered a leakage in his cash takings of a shilling a day he would put in a plug. Masterton electorate, as a trading concern, is leaking to the extent of £100,000 a year. Just striking out the top line on the 17th will stop that.—I am, etc., — [843, 245, 968, 305]
paragraph: Mr J. Hunter has drawn our attention to an error in a report of his Newman meeting. A correspondent informed us that it was the largest meeting of electors ever held at Newman, but according to Mr Hunter, as a matter of fact the attendance was not large, owing to the extreme inclemency of the weather prevailing at the time. — [14, 889, 136, 966]
divider — [191, 983, 235, 984]
paragraph: Senator M'Gregor, Leader of the Labour Party in the Federal Senate, drew attention to the action of New South Wales in sending extra police to Broken Hill, and added that New South Wales had also sent a consignment of arms and ammunition. He did not, he said, believe the officials of the mines or the miners wanted the interference of the Government at all; they could settle their troubles themselves. He desired to know by what authority New South Wales had transported arms and ammunition through two States of the Commonwealth. — [289, 562, 413, 683]
page-columns — [0, 52, 1114, 1527]
dateline: LONDON, November 5. — [176, 380, 249, 389]
column-3 — [282, 52, 421, 1527]
subhead-oregon-pine: THE OREGON PINE DUTY. — [577, 833, 680, 843]
subhead-demand: A GERMAN DEMAND AND FRENCH REFUSAL. — [161, 211, 264, 230]
subhead-plurality: MR TAFT'S PLURALITY. — [166, 472, 259, 482]
subhead-kuripuni: MR HOGG'S KURIPUNI ADDRESS. — [584, 97, 673, 116]
divider — [438, 135, 542, 136]
